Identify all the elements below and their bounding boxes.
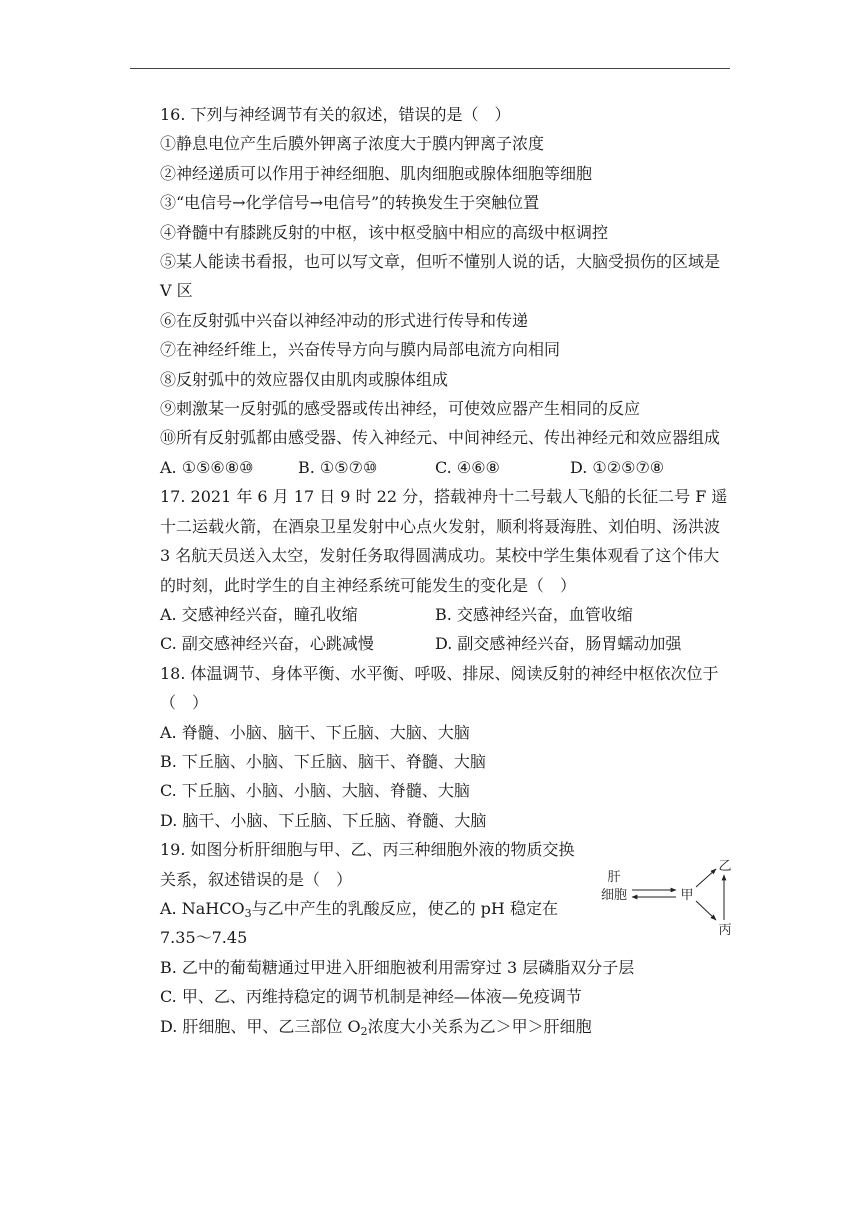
option-d[interactable]: D. 副交感神经兴奋，肠胃蠕动加强 <box>435 634 682 654</box>
question-18 <box>160 659 730 835</box>
arrow-jia-to-yi <box>696 869 716 887</box>
option-d-prefix: D. 肝细胞、甲、乙三部位 O <box>160 1016 361 1036</box>
option-d-subscript: 2 <box>360 1024 368 1038</box>
statement-4: ④脊髓中有膝跳反射的中枢，该中枢受脑中相应的高级中枢调控 <box>160 222 609 242</box>
question-17-options-row-1 <box>160 600 730 629</box>
question-17-options-row-2 <box>160 629 730 658</box>
question-19 <box>160 835 730 1041</box>
liver-cell-label-1: 肝 <box>607 869 621 885</box>
option-b[interactable]: B. 乙中的葡萄糖通过甲进入肝细胞被利用需穿过 3 层磷脂双分子层 <box>160 957 635 977</box>
option-a[interactable]: A. 交感神经兴奋，瞳孔收缩 <box>160 604 358 624</box>
question-19-stem: 19. 如图分析肝细胞与甲、乙、丙三种细胞外液的物质交换关系，叙述错误的是（ ） <box>160 840 575 889</box>
question-17-stem: 17. 2021 年 6 月 17 日 9 时 22 分，搭载神舟十二号载人飞船的长征二号 F 遥十二运载火箭，在酒泉卫星发射中心点火发射，顺利将聂海胜、刘伯明、汤洪波 3 名航天员送入太空，发射任务取得圆满成功。某校中学生集体观看了这个伟大的时刻，此时学生的自主神经系统可能发生的变化是（ ） <box>160 487 728 595</box>
option-c[interactable]: C. 副交感神经兴奋，心跳减慢 <box>160 634 374 654</box>
yi-label: 乙 <box>718 858 732 874</box>
header-rule <box>130 68 730 69</box>
statement-1: ①静息电位产生后膜外钾离子浓度大于膜内钾离子浓度 <box>160 134 545 154</box>
option-b[interactable]: B. ①⑤⑦⑩ <box>298 457 378 477</box>
statement-6: ⑥在反射弧中兴奋以神经冲动的形式进行传导和传递 <box>160 310 529 330</box>
statement-2: ②神经递质可以作用于神经细胞、肌肉细胞或腺体细胞等细胞 <box>160 163 593 183</box>
option-c[interactable]: C. 甲、乙、丙维持稳定的调节机制是神经—体液—免疫调节 <box>160 987 582 1007</box>
statement-5: ⑤某人能读书看报，也可以写文章，但听不懂别人说的话，大脑受损伤的区域是 V 区 <box>160 252 721 301</box>
liver-cell-label-2: 细胞 <box>600 887 628 903</box>
option-a[interactable]: A. ①⑤⑥⑧⑩ <box>160 457 254 477</box>
statement-9: ⑨刺激某一反射弧的感受器或传出神经，可使效应器产生相同的反应 <box>160 399 641 419</box>
fluid-exchange-diagram <box>588 857 733 937</box>
option-b[interactable]: B. 下丘脑、小脑、下丘脑、脑干、脊髓、大脑 <box>160 751 486 771</box>
question-18-stem: 18. 体温调节、身体平衡、水平衡、呼吸、排尿、阅读反射的神经中枢依次位于（ ） <box>160 663 719 713</box>
option-b[interactable]: B. 交感神经兴奋，血管收缩 <box>435 604 633 624</box>
option-a[interactable]: A. 脊髓、小脑、脑干、下丘脑、大脑、大脑 <box>160 722 470 742</box>
option-c[interactable]: C. 下丘脑、小脑、小脑、大脑、脊髓、大脑 <box>160 781 470 801</box>
question-16 <box>160 100 730 482</box>
option-a-subscript: 3 <box>244 906 252 920</box>
option-d[interactable]: D. ①②⑤⑦⑧ <box>570 457 665 477</box>
question-17 <box>160 482 730 658</box>
question-16-stem: 16. 下列与神经调节有关的叙述，错误的是（ ） <box>160 105 511 124</box>
jia-label: 甲 <box>680 887 694 903</box>
option-d-text: 浓度大小关系为乙＞甲＞肝细胞 <box>367 1016 592 1036</box>
statement-8: ⑧反射弧中的效应器仅由肌肉或腺体组成 <box>160 369 449 389</box>
option-c[interactable]: C. ④⑥⑧ <box>435 457 500 477</box>
statement-3: ③“电信号→化学信号→电信号”的转换发生于突触位置 <box>160 193 540 213</box>
option-d[interactable]: D. 脑干、小脑、下丘脑、下丘脑、脊髓、大脑 <box>160 810 487 830</box>
bing-label: 丙 <box>718 922 732 938</box>
statement-10: ⑩所有反射弧都由感受器、传入神经元、中间神经元、传出神经元和效应器组成 <box>160 428 721 448</box>
option-a[interactable] <box>160 894 585 953</box>
option-a-text: 与乙中产生的乳酸反应，使乙的 pH 稳定在 7.35～7.45 <box>160 898 558 948</box>
exam-content <box>160 100 730 1041</box>
option-a-prefix: A. NaHCO <box>160 898 245 918</box>
option-d[interactable] <box>160 1012 730 1041</box>
question-16-options <box>160 453 730 482</box>
statement-7: ⑦在神经纤维上，兴奋传导方向与膜内局部电流方向相同 <box>160 340 561 360</box>
arrow-jia-to-bing <box>696 901 716 920</box>
